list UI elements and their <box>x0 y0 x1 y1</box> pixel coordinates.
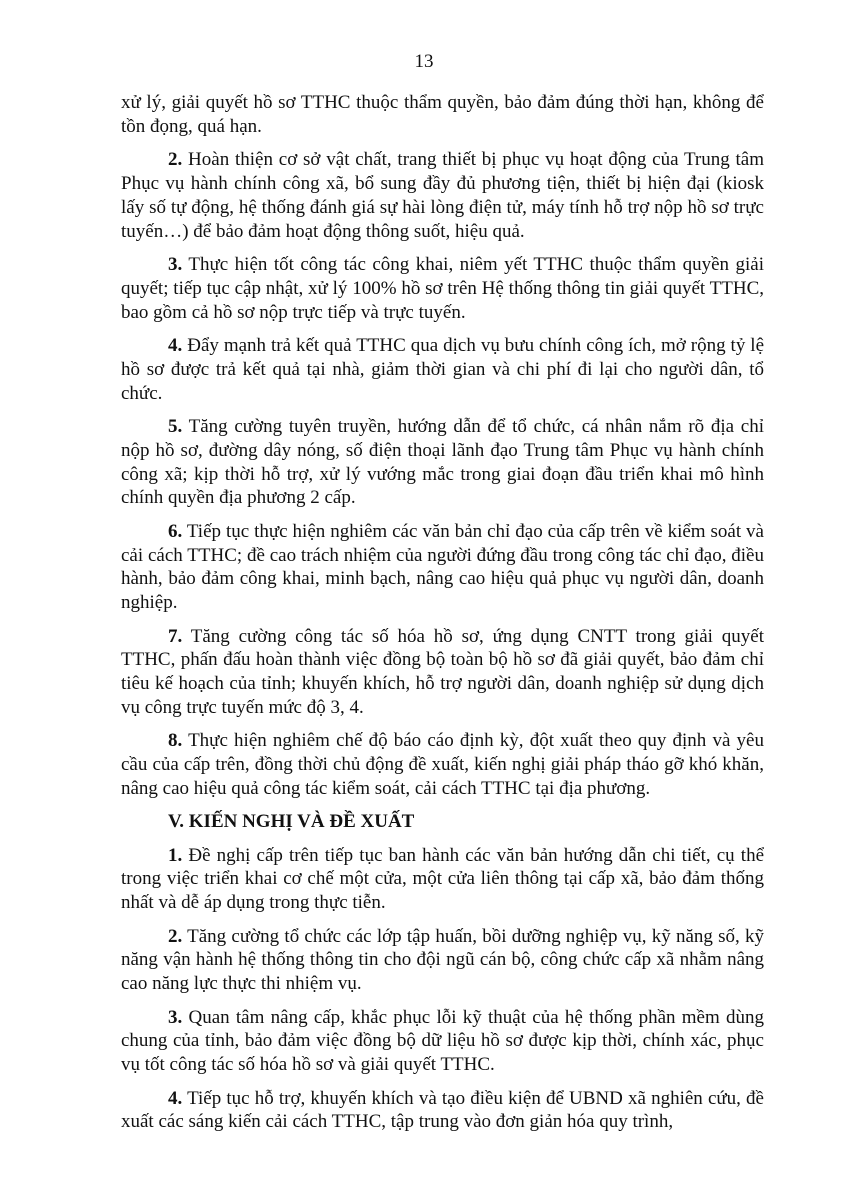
item-text: Tiếp tục thực hiện nghiêm các văn bản chỉ đạo của cấp trên về kiểm soát và cải cách TTHC; đề cao trách nhiệm của người đứng đầu trong công tác chỉ đạo, điều hành, bảo đảm công khai, minh bạch, nâng cao hiệu quả phục vụ người dân, doanh nghiệp. <box>121 520 764 614</box>
recommendation-item <box>121 1087 764 1135</box>
item-text: Tăng cường tổ chức các lớp tập huấn, bồi dưỡng nghiệp vụ, kỹ năng số, kỹ năng vận hành hệ thống thông tin cho đội ngũ cán bộ, công chức cấp xã nhằm nâng cao năng lực thực thi nhiệm vụ. <box>121 925 764 995</box>
document-body <box>121 91 764 1144</box>
item-number: 8. <box>168 730 183 752</box>
item-text: Quan tâm nâng cấp, khắc phục lỗi kỹ thuật của hệ thống phần mềm dùng chung của tỉnh, bảo đảm việc đồng bộ dữ liệu hồ sơ được kịp thời, chính xác, phục vụ tốt công tác số hóa hồ sơ và giải quyết TTHC. <box>121 1006 765 1076</box>
task-list <box>121 148 764 800</box>
item-number: 7. <box>168 625 183 647</box>
task-item <box>121 334 764 405</box>
task-item <box>121 625 764 720</box>
task-item <box>121 415 764 510</box>
item-number: 2. <box>168 925 183 947</box>
item-text: Thực hiện nghiêm chế độ báo cáo định kỳ, đột xuất theo quy định và yêu cầu của cấp trên, đồng thời chủ động đề xuất, kiến nghị giải pháp tháo gỡ khó khăn, nâng cao hiệu quả công tác kiểm soát, cải cách TTHC tại địa phương. <box>121 730 764 799</box>
item-number: 3. <box>168 1006 183 1028</box>
item-text: Tăng cường tuyên truyền, hướng dẫn để tổ chức, cá nhân nắm rõ địa chỉ nộp hồ sơ, đường dây nóng, số điện thoại lãnh đạo Trung tâm Phục vụ hành chính công xã; kịp thời hỗ trợ, xử lý vướng mắc trong giai đoạn đầu triển khai mô hình chính quyền địa phương 2 cấp. <box>121 415 764 509</box>
task-item <box>121 729 764 800</box>
task-item <box>121 253 764 324</box>
item-text: Tăng cường công tác số hóa hồ sơ, ứng dụng CNTT trong giải quyết TTHC, phấn đấu hoàn thành việc đồng bộ toàn bộ hồ sơ đã giải quyết, bảo đảm chỉ tiêu kế hoạch của tỉnh; khuyến khích, hỗ trợ người dân, doanh nghiệp sử dụng dịch vụ công trực tuyến mức độ 3, 4. <box>121 625 764 718</box>
item-number: 4. <box>168 1087 183 1109</box>
recommendation-list <box>121 844 764 1135</box>
item-text: Tiếp tục hỗ trợ, khuyến khích và tạo điều kiện để UBND xã nghiên cứu, đề xuất các sáng kiến cải cách TTHC, tập trung vào đơn giản hóa quy trình, <box>121 1087 764 1133</box>
item-text: Đề nghị cấp trên tiếp tục ban hành các văn bản hướng dẫn chi tiết, cụ thể trong việc triển khai cơ chế một cửa, một cửa liên thông tại cấp xã, bảo đảm thống nhất và dễ áp dụng trong thực tiễn. <box>121 844 764 914</box>
item-text: Thực hiện tốt công tác công khai, niêm yết TTHC thuộc thẩm quyền giải quyết; tiếp tục cập nhật, xử lý 100% hồ sơ trên Hệ thống thông tin giải quyết TTHC, bao gồm cả hồ sơ nộp trực tiếp và trực tuyến. <box>121 253 764 323</box>
item-number: 3. <box>168 253 183 275</box>
item-number: 5. <box>168 415 183 437</box>
item-text: Đẩy mạnh trả kết quả TTHC qua dịch vụ bưu chính công ích, mở rộng tỷ lệ hồ sơ được trả kết quả tại nhà, giảm thời gian và chi phí đi lại cho người dân, tổ chức. <box>121 334 765 404</box>
item-number: 6. <box>168 520 183 542</box>
item-number: 1. <box>168 844 183 866</box>
intro-continuation: xử lý, giải quyết hồ sơ TTHC thuộc thẩm quyền, bảo đảm đúng thời hạn, không để tồn đọng, quá hạn. <box>121 92 764 137</box>
page-number: 13 <box>414 51 434 72</box>
task-item <box>121 148 764 243</box>
recommendation-item <box>121 925 764 996</box>
item-text: Hoàn thiện cơ sở vật chất, trang thiết bị phục vụ hoạt động của Trung tâm Phục vụ hành chính công xã, bổ sung đầy đủ phương tiện, thiết bị hiện đại (kiosk lấy số tự động, hệ thống đánh giá sự hài lòng điện tử, máy tính hỗ trợ nộp hồ sơ trực tuyến…) để bảo đảm hoạt động thông suốt, hiệu quả. <box>121 149 765 242</box>
item-number: 2. <box>168 149 183 171</box>
recommendation-item <box>121 844 764 915</box>
recommendation-item <box>121 1006 764 1077</box>
section-heading: V. KIẾN NGHỊ VÀ ĐỀ XUẤT <box>168 811 415 833</box>
task-item <box>121 520 764 615</box>
item-number: 4. <box>168 334 183 356</box>
